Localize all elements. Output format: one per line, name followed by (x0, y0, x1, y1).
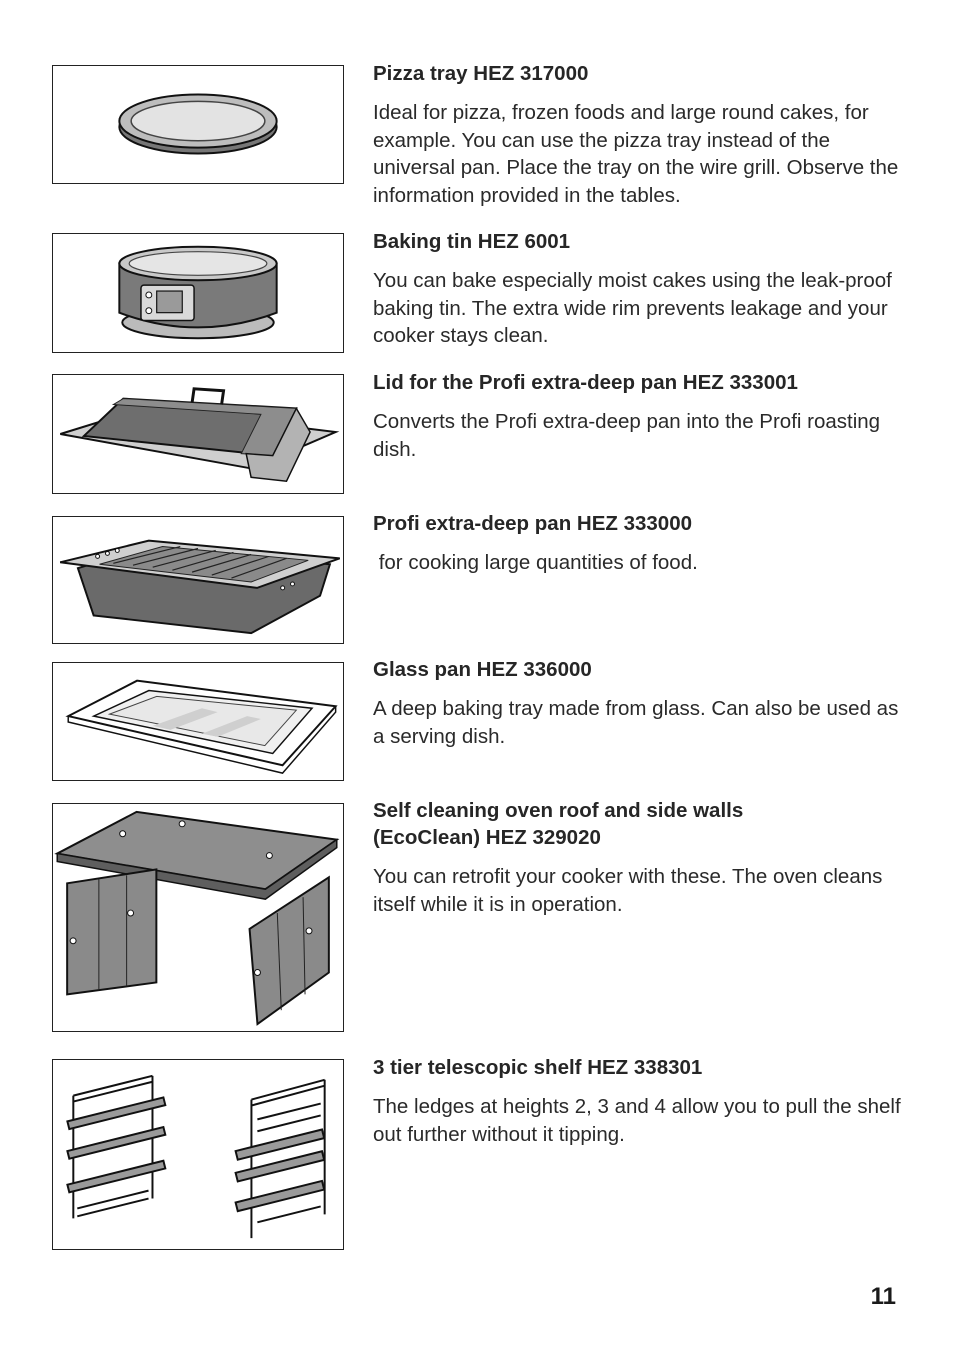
oven-panels-entry (373, 797, 913, 918)
item-title: Pizza tray HEZ 317000 (373, 62, 589, 85)
item-title: Baking tin HEZ 6001 (373, 230, 571, 253)
pizza-tray-icon (53, 66, 343, 183)
telescopic-shelf-image (52, 1059, 344, 1250)
pizza-tray-image (52, 65, 344, 184)
glass-pan-icon (53, 663, 343, 780)
item-description: The ledges at heights 2, 3 and 4 allow you to pull the shelf out further without it tipping. (373, 1095, 901, 1146)
item-title-line1: Self cleaning oven roof and side walls (373, 799, 744, 822)
item-description: You can bake especially moist cakes using the leak-proof baking tin. The extra wide rim prevents leakage and your cooker stays clean. (373, 269, 892, 347)
telescopic-shelf-icon (53, 1060, 343, 1249)
glass-pan-image (52, 662, 344, 781)
pizza-tray-entry (373, 60, 913, 209)
oven-panels-icon (53, 804, 343, 1031)
oven-panels-image (52, 803, 344, 1032)
page-number: 11 (870, 1283, 896, 1310)
item-title: 3 tier telescopic shelf HEZ 338301 (373, 1056, 703, 1079)
pan-lid-icon (53, 375, 343, 493)
item-title: Profi extra-deep pan HEZ 333000 (373, 512, 693, 535)
item-description: for cooking large quantities of food. (373, 551, 698, 574)
deep-pan-entry (373, 510, 913, 577)
baking-tin-image (52, 233, 344, 353)
pan-lid-entry (373, 369, 913, 463)
item-description: A deep baking tray made from glass. Can also be used as a serving dish. (373, 697, 899, 748)
item-description: You can retrofit your cooker with these. The oven cleans itself while it is in operation. (373, 865, 883, 916)
baking-tin-entry (373, 228, 913, 350)
item-description: Ideal for pizza, frozen foods and large round cakes, for example. You can use the pizza tray instead of the universal pan. Place the tray on the wire grill. Observe the information provided in the tables. (373, 101, 899, 207)
deep-pan-image (52, 516, 344, 644)
item-title-line2: (EcoClean) HEZ 329020 (373, 826, 601, 849)
glass-pan-entry (373, 656, 913, 750)
item-description: Converts the Profi extra-deep pan into the Profi roasting dish. (373, 410, 881, 461)
deep-pan-icon (53, 517, 343, 643)
telescopic-shelf-entry (373, 1054, 913, 1148)
item-title: Glass pan HEZ 336000 (373, 658, 592, 681)
baking-tin-icon (53, 234, 343, 352)
pan-lid-image (52, 374, 344, 494)
item-title: Lid for the Profi extra-deep pan HEZ 333001 (373, 371, 798, 394)
